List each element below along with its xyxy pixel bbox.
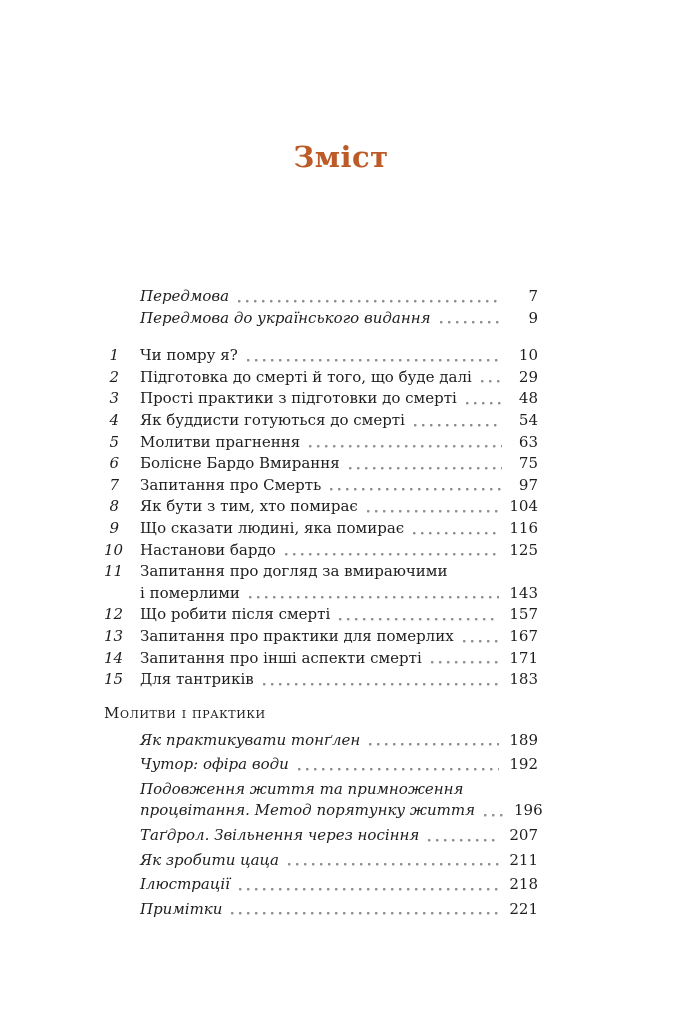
toc-page-number: 171 — [509, 648, 538, 667]
chapter-number: 14 — [104, 648, 124, 667]
toc-page-number: 29 — [518, 367, 538, 386]
toc-row — [104, 345, 538, 367]
toc-page-number: 211 — [509, 850, 538, 869]
toc-entry-label: Що сказати людині, яка помирає — [140, 518, 405, 537]
toc-row — [104, 730, 538, 752]
chapter-number — [104, 825, 119, 847]
toc-page-number: 116 — [509, 518, 538, 537]
toc-row — [104, 367, 538, 389]
chapter-number: 8 — [109, 497, 119, 516]
toc-entry-label-continued: і померлими — [140, 583, 240, 602]
toc-page-number: 9 — [528, 308, 538, 327]
toc-entry-label: Як бути з тим, хто помирає — [140, 497, 358, 516]
toc-entry-label: Молитви прагнення — [140, 432, 301, 451]
dot-leader — [339, 604, 499, 626]
toc-entry-label: Таґдрол. Звільнення через носіння — [140, 826, 420, 845]
dot-leader — [414, 410, 502, 432]
dot-leader — [285, 540, 500, 562]
chapter-number — [104, 850, 119, 872]
toc-entry-label: Передмова — [140, 287, 230, 305]
toc-entry-label: Запитання про догляд за вмираючими — [140, 562, 448, 581]
toc-page-number: 104 — [509, 497, 538, 516]
dot-leader — [263, 669, 500, 691]
chapter-number — [104, 754, 119, 776]
toc-page-number: 189 — [509, 730, 538, 749]
toc-row — [104, 453, 538, 475]
toc-row — [104, 540, 538, 562]
toc-entry-label-continued: процвітання. Метод порятунку життя — [140, 801, 475, 820]
page-title: Зміст — [293, 140, 389, 174]
dot-leader — [466, 388, 502, 410]
chapter-number — [104, 308, 119, 330]
toc-row — [104, 874, 538, 896]
toc-entry-label: Запитання про практики для померлих — [140, 626, 454, 645]
toc-entry-label: Підготовка до смерті й того, що буде далі — [140, 367, 472, 386]
toc-row — [104, 432, 538, 454]
dot-leader — [247, 345, 502, 367]
dot-leader — [249, 583, 499, 605]
front-matter-block — [104, 286, 538, 329]
toc-row — [104, 561, 538, 604]
chapter-number: 1 — [109, 346, 119, 365]
toc-entry-label: Що робити після смерті — [140, 605, 331, 624]
dot-leader — [298, 754, 500, 776]
toc-entry-label: Чи помру я? — [140, 346, 238, 365]
chapter-number — [104, 779, 119, 822]
toc-row — [104, 850, 538, 872]
toc-entry-label: Запитання про інші аспекти смерті — [140, 648, 422, 667]
toc-entry-label: Чутор: офіра води — [140, 755, 289, 774]
toc-row — [104, 286, 538, 308]
chapter-number: 10 — [104, 540, 124, 559]
toc-row — [104, 899, 538, 921]
dot-leader — [330, 475, 502, 497]
chapter-number: 3 — [109, 389, 119, 408]
toc-page-number: 218 — [509, 875, 538, 894]
dot-leader — [463, 626, 500, 648]
practices-block — [104, 730, 543, 921]
toc-row — [104, 308, 538, 330]
chapter-number: 11 — [104, 562, 124, 581]
chapter-number: 7 — [109, 475, 119, 494]
toc-entry-label: Ілюстрації — [140, 875, 230, 894]
dot-leader — [231, 899, 499, 921]
dot-leader — [369, 730, 499, 752]
toc-page-number: 75 — [518, 454, 538, 473]
dot-leader — [239, 874, 499, 896]
toc-row — [104, 475, 538, 497]
toc-row — [104, 604, 538, 626]
toc-entry-label: Для тантриків — [140, 670, 254, 689]
toc-page-number: 7 — [528, 287, 538, 305]
dot-leader — [288, 850, 499, 872]
chapter-number: 9 — [109, 518, 119, 537]
chapters-block — [104, 345, 538, 691]
toc-page-number: 97 — [518, 475, 538, 494]
toc-page-number: 125 — [509, 540, 538, 559]
toc-row — [104, 388, 538, 410]
toc-page-number: 196 — [514, 801, 543, 820]
chapter-number: 4 — [109, 410, 119, 429]
table-of-contents — [104, 286, 543, 920]
chapter-number — [104, 874, 119, 896]
toc-row — [104, 825, 538, 847]
toc-entry-label: Подовження життя та примноження — [140, 779, 464, 798]
dot-leader — [413, 518, 499, 540]
chapter-number: 6 — [109, 454, 119, 473]
dot-leader — [367, 496, 500, 518]
toc-entry-label: Як буддисти готуються до смерті — [140, 410, 405, 429]
toc-entry-label: Запитання про Смерть — [140, 475, 322, 494]
chapter-number: 2 — [109, 367, 119, 386]
toc-entry-label: Настанови бардо — [140, 540, 276, 559]
toc-row — [104, 496, 538, 518]
dot-leader — [428, 825, 499, 847]
dot-leader — [440, 308, 502, 330]
chapter-number — [104, 899, 119, 921]
toc-entry-label: Як практикувати тонґлен — [140, 730, 361, 749]
toc-entry-label: Прості практики з підготовки до смерті — [140, 389, 457, 408]
toc-row — [104, 410, 538, 432]
toc-page-number: 207 — [509, 826, 538, 845]
toc-row — [104, 779, 543, 822]
chapter-number: 5 — [109, 432, 119, 451]
toc-row — [104, 669, 538, 691]
chapter-number: 15 — [104, 670, 124, 689]
toc-page-number: 48 — [518, 389, 538, 408]
dot-leader — [431, 648, 500, 670]
dot-leader — [349, 453, 502, 475]
toc-row — [104, 518, 538, 540]
chapter-number — [104, 730, 119, 752]
toc-page-number: 192 — [509, 755, 538, 774]
toc-entry-label: Як зробити цаца — [140, 850, 279, 869]
dot-leader — [309, 432, 502, 454]
toc-page-number: 221 — [509, 899, 538, 918]
section-header: Молитви і практики — [104, 703, 266, 722]
dot-leader — [481, 367, 502, 389]
toc-entry-label: Болісне Бардо Вмирання — [140, 454, 340, 473]
toc-page-number: 183 — [509, 670, 538, 689]
toc-row — [104, 754, 538, 776]
toc-row — [104, 626, 538, 648]
toc-row — [104, 648, 538, 670]
toc-page-number: 54 — [518, 410, 538, 429]
toc-page-number: 10 — [518, 346, 538, 365]
toc-page-number: 63 — [518, 432, 538, 451]
toc-page-number: 167 — [509, 626, 538, 645]
toc-entry-label: Примітки — [140, 899, 223, 918]
toc-entry-label: Передмова до українського видання — [140, 308, 431, 327]
dot-leader — [238, 286, 502, 308]
toc-page-number: 157 — [509, 605, 538, 624]
chapter-number: 13 — [104, 626, 124, 645]
chapter-number — [104, 286, 119, 308]
chapter-number: 12 — [104, 605, 124, 624]
dot-leader — [484, 800, 504, 822]
toc-page-number: 143 — [509, 583, 538, 602]
